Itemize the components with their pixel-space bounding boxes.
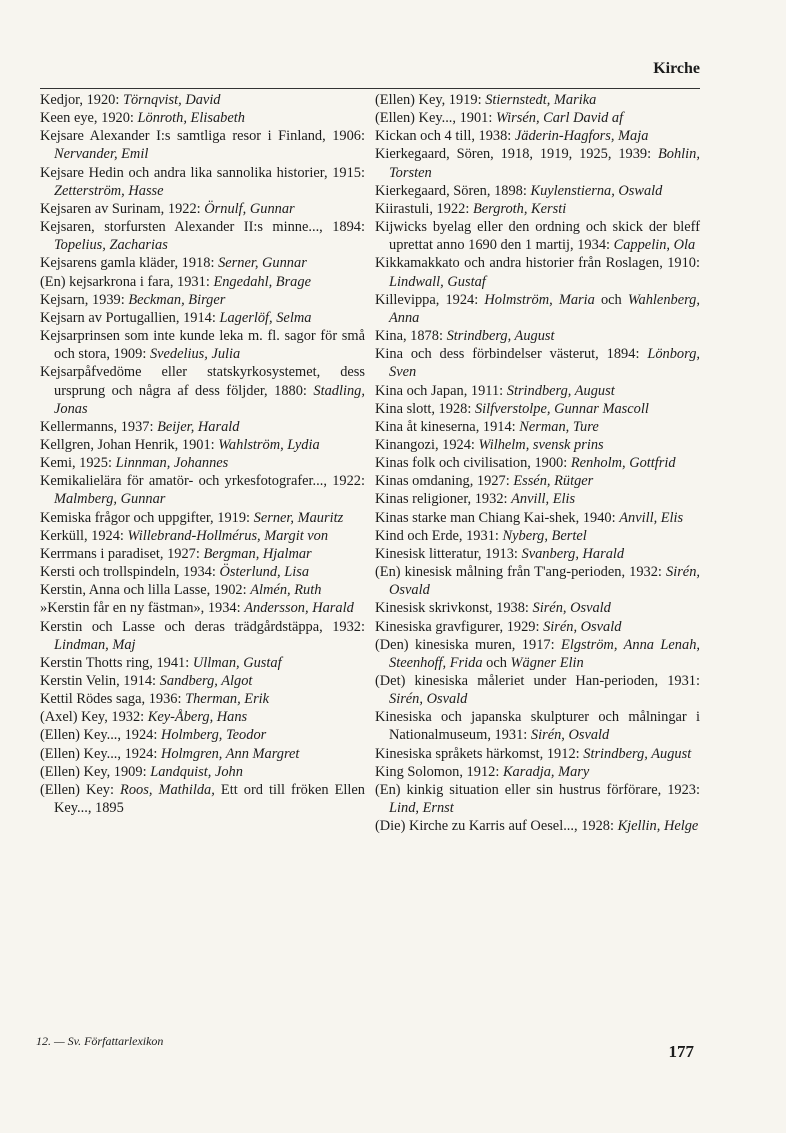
entry-title: (En) kejsarkrona i fara, 1931: xyxy=(40,273,210,290)
index-entry xyxy=(40,454,365,472)
left-column xyxy=(40,91,365,817)
entry-title: (Axel) Key, 1932: xyxy=(40,709,145,726)
entry-author: Wahlström, Lydia xyxy=(218,436,320,453)
page-number: 177 xyxy=(668,1042,694,1061)
index-entry xyxy=(40,200,365,218)
entry-author: Österlund, Lisa xyxy=(219,564,310,581)
index-entry xyxy=(40,273,365,291)
entry-author: Anvill, Elis xyxy=(511,491,576,508)
index-entry xyxy=(375,509,700,527)
entry-author: Svedelius, Julia xyxy=(149,346,241,363)
index-entry xyxy=(375,127,700,145)
index-entry xyxy=(40,218,365,254)
index-entry xyxy=(40,708,365,726)
entry-author: Strindberg, August xyxy=(583,745,692,762)
index-entry xyxy=(40,254,365,272)
entry-author: Bohlin, Torsten xyxy=(389,146,700,181)
entry-author: Cappelin, Ola xyxy=(613,237,696,254)
index-entry xyxy=(40,763,365,781)
entry-title: Kina och Japan, 1911: xyxy=(375,382,504,399)
entry-author: Roos, Mathilda, xyxy=(120,781,215,798)
entry-author: Sirén, Osvald xyxy=(543,618,622,635)
entry-author: Sirén, Osvald xyxy=(532,600,611,617)
index-entry xyxy=(40,418,365,436)
entry-title: Kerstin och Lasse och deras trädgårdstäppa, 1932: xyxy=(40,618,365,635)
entry-title: Kinas religioner, 1932: xyxy=(375,491,508,508)
entry-title: Kedjor, 1920: xyxy=(40,92,120,108)
index-entry xyxy=(375,145,700,181)
entry-title: Kejsarn, 1939: xyxy=(40,291,125,308)
entry-author: Stiernstedt, Marika xyxy=(485,92,597,108)
header-rule xyxy=(40,88,700,89)
index-entry xyxy=(375,636,700,672)
entry-title: (Ellen) Key, 1909: xyxy=(40,763,147,780)
entry-title: Kinas folk och civilisation, 1900: xyxy=(375,455,568,472)
entry-author: Almén, Ruth xyxy=(250,582,322,599)
entry-title: Kinangozi, 1924: xyxy=(375,436,475,453)
entry-author: Nerman, Ture xyxy=(519,418,599,435)
index-entry xyxy=(375,200,700,218)
entry-title: Kind och Erde, 1931: xyxy=(375,527,499,544)
entry-author-secondary: Wahlenberg, Anna xyxy=(389,291,700,326)
index-entry xyxy=(375,708,700,744)
index-entry xyxy=(375,291,700,327)
entry-author: Beckman, Birger xyxy=(128,291,226,308)
entry-title: Kersti och trollspindeln, 1934: xyxy=(40,564,216,581)
entry-author: Serner, Mauritz xyxy=(253,509,344,526)
entry-title: (Det) kinesiska måleriet under Han-perioden, 1931: xyxy=(375,673,700,689)
entry-author: Wirsén, Carl David af xyxy=(495,110,624,127)
entry-author: Karadja, Mary xyxy=(502,763,590,780)
index-entry xyxy=(375,345,700,381)
entry-author: Elgström, Anna Lenah, Steenhoff, Frida xyxy=(389,636,700,671)
entry-author: Holmberg, Teodor xyxy=(160,727,267,744)
index-entry xyxy=(40,654,365,672)
entry-title: (Ellen) Key: xyxy=(40,781,114,798)
running-header-keyword: Kirche xyxy=(653,60,700,77)
entry-title: Kinesiska språkets härkomst, 1912: xyxy=(375,745,580,762)
entry-title: Kellgren, Johan Henrik, 1901: xyxy=(40,436,215,453)
index-entry xyxy=(375,454,700,472)
entry-title: King Solomon, 1912: xyxy=(375,763,500,780)
entry-author: Lind, Ernst xyxy=(389,800,454,817)
entry-author: Ullman, Gustaf xyxy=(192,654,282,671)
entry-author: Wilhelm, svensk prins xyxy=(478,436,604,453)
entry-title: (En) kinesisk målning från T'ang-perioden, 1932: xyxy=(375,564,662,581)
entry-author: Nyberg, Bertel xyxy=(502,527,587,544)
index-entry xyxy=(40,781,365,817)
entry-author: Renholm, Gottfrid xyxy=(570,455,676,472)
entry-title: Kinesisk litteratur, 1913: xyxy=(375,545,518,562)
entry-author: Svanberg, Harald xyxy=(521,545,625,562)
entry-title: Kerstin, Anna och lilla Lasse, 1902: xyxy=(40,582,247,599)
index-entry xyxy=(375,563,700,599)
entry-author: Essén, Rütger xyxy=(513,473,594,490)
index-entry xyxy=(375,218,700,254)
entry-author: Willebrand-Hollmérus, Margit von xyxy=(127,527,329,544)
entry-author: Stadling, Jonas xyxy=(54,382,365,417)
entry-title: Kina åt kineserna, 1914: xyxy=(375,418,516,435)
index-entry xyxy=(375,817,700,835)
entry-author: Silfverstolpe, Gunnar Mascoll xyxy=(474,400,649,417)
index-entry xyxy=(40,545,365,563)
entry-author: Bergman, Hjalmar xyxy=(203,545,312,562)
index-entry xyxy=(40,436,365,454)
index-entry xyxy=(40,309,365,327)
right-column xyxy=(375,91,700,835)
index-entry xyxy=(40,672,365,690)
entry-title: Kejsarpåfvedöme eller statskyrkosystemet, dess ursprung och några af dess följder, 1880: xyxy=(40,364,365,399)
index-entry xyxy=(40,91,365,109)
entry-author: Lindwall, Gustaf xyxy=(389,273,486,290)
index-entry xyxy=(40,726,365,744)
entry-title: Kinesiska och japanska skulpturer och målningar i Nationalmuseum, 1931: xyxy=(375,709,700,744)
index-entry xyxy=(40,745,365,763)
entry-title: Kejsarens gamla kläder, 1918: xyxy=(40,255,215,272)
entry-author-secondary: Wägner Elin xyxy=(510,654,584,671)
entry-author: Strindberg, August xyxy=(446,328,555,345)
index-entry xyxy=(375,599,700,617)
entry-author: Kjellin, Helge xyxy=(617,818,699,835)
index-entry xyxy=(375,182,700,200)
entry-title: (Den) kinesiska muren, 1917: xyxy=(375,636,555,653)
entry-author: Bergroth, Kersti xyxy=(472,200,567,217)
index-entry xyxy=(375,781,700,817)
entry-conjunction: och xyxy=(600,291,622,308)
index-entry xyxy=(375,327,700,345)
index-entry xyxy=(40,109,365,127)
entry-author: Anvill, Elis xyxy=(619,509,684,526)
entry-author: Lagerlöf, Selma xyxy=(219,309,312,326)
index-entry xyxy=(375,618,700,636)
index-entry xyxy=(375,436,700,454)
entry-title: Kerrmans i paradiset, 1927: xyxy=(40,545,200,562)
entry-title: (Ellen) Key..., 1901: xyxy=(375,110,493,127)
index-entry xyxy=(375,400,700,418)
entry-title: (En) kinkig situation eller sin hustrus förförare, 1923: xyxy=(375,781,700,798)
entry-title: Kerstin Thotts ring, 1941: xyxy=(40,654,190,671)
index-entry xyxy=(375,109,700,127)
entry-author: Örnulf, Gunnar xyxy=(204,200,295,217)
index-entry xyxy=(40,581,365,599)
entry-author: Kuylenstierna, Oswald xyxy=(530,182,663,199)
entry-author: Holmström, Maria xyxy=(484,291,595,308)
entry-title: »Kerstin får en ny fästman», 1934: xyxy=(40,600,241,617)
entry-author: Jäderin-Hagfors, Maja xyxy=(514,128,649,145)
entry-author: Key-Åberg, Hans xyxy=(147,709,248,726)
entry-author: Törnqvist, David xyxy=(122,92,221,108)
index-entry xyxy=(40,472,365,508)
entry-title: Kemi, 1925: xyxy=(40,455,112,472)
index-entry xyxy=(40,291,365,309)
entry-title: Kellermanns, 1937: xyxy=(40,418,154,435)
entry-title: Kejsare Alexander I:s samtliga resor i Finland, 1906: xyxy=(40,128,365,145)
entry-title: Kina slott, 1928: xyxy=(375,400,472,417)
index-entry xyxy=(375,545,700,563)
index-entry xyxy=(375,254,700,290)
entry-title: Kierkegaard, Sören, 1898: xyxy=(375,182,527,199)
index-entry xyxy=(375,382,700,400)
entry-title: Kina och dess förbindelser västerut, 1894: xyxy=(375,346,640,363)
entry-author: Topelius, Zacharias xyxy=(54,237,168,254)
entry-author: Therman, Erik xyxy=(185,691,270,708)
entry-title: Kettil Rödes saga, 1936: xyxy=(40,691,182,708)
entry-author: Sirén, Osvald xyxy=(389,691,468,708)
entry-author: Holmgren, Ann Margret xyxy=(160,745,300,762)
index-entry xyxy=(375,91,700,109)
entry-author: Lönborg, Sven xyxy=(389,346,700,381)
entry-title: Kiirastuli, 1922: xyxy=(375,200,470,217)
entry-title: Kierkegaard, Sören, 1918, 1919, 1925, 1939: xyxy=(375,146,652,163)
entry-title: Kinas starke man Chiang Kai-shek, 1940: xyxy=(375,509,616,526)
entry-author: Linnman, Johannes xyxy=(115,455,229,472)
entry-author: Beijer, Harald xyxy=(157,418,240,435)
index-entry xyxy=(375,418,700,436)
entry-title: Kejsare Hedin och andra lika sannolika historier, 1915: xyxy=(40,164,365,181)
entry-title: Keen eye, 1920: xyxy=(40,110,134,127)
index-entry xyxy=(40,599,365,617)
index-entry xyxy=(40,363,365,417)
entry-conjunction: och xyxy=(486,654,507,671)
entry-title: Kejsarn av Portugallien, 1914: xyxy=(40,309,216,326)
index-entry xyxy=(375,672,700,708)
entry-title: Kijwicks byelag eller den ordning och skick der bleff uprettat anno 1690 den 1 martij, 1934: xyxy=(375,219,700,254)
entry-author: Landquist, John xyxy=(150,763,243,780)
index-entry xyxy=(375,745,700,763)
entry-title: (Die) Kirche zu Karris auf Oesel..., 1928: xyxy=(375,818,614,835)
footer-source: 12. — Sv. Författarlexikon xyxy=(36,1034,164,1048)
index-entry xyxy=(40,127,365,163)
entry-author: Andersson, Harald xyxy=(244,600,354,617)
entry-title: Kejsarprinsen som inte kunde leka m. fl. sagor för små och stora, 1909: xyxy=(40,328,365,363)
entry-title: Kerstin Velin, 1914: xyxy=(40,673,157,689)
index-entry xyxy=(375,527,700,545)
entry-title: Kejsaren, storfursten Alexander II:s minne..., 1894: xyxy=(40,219,365,236)
index-entry xyxy=(40,527,365,545)
index-entry xyxy=(40,690,365,708)
entry-title: (Ellen) Key..., 1924: xyxy=(40,745,158,762)
index-entry xyxy=(375,763,700,781)
index-entry xyxy=(375,472,700,490)
entry-title: Kickan och 4 till, 1938: xyxy=(375,128,512,145)
entry-title: Kejsaren av Surinam, 1922: xyxy=(40,200,201,217)
index-entry xyxy=(40,164,365,200)
entry-author: Sirén, Osvald xyxy=(530,727,610,744)
entry-author: Engedahl, Brage xyxy=(213,273,311,290)
entry-title: (Ellen) Key, 1919: xyxy=(375,92,482,108)
entry-author: Strindberg, August xyxy=(506,382,615,399)
entry-title: Kinesisk skrivkonst, 1938: xyxy=(375,600,529,617)
index-entry xyxy=(40,327,365,363)
entry-author: Lönroth, Elisabeth xyxy=(137,110,245,127)
entry-title: Kina, 1878: xyxy=(375,328,443,345)
entry-author: Lindman, Maj xyxy=(54,636,136,653)
entry-title: Kinesiska gravfigurer, 1929: xyxy=(375,618,540,635)
entry-title: Kikkamakkato och andra historier från Roslagen, 1910: xyxy=(375,255,700,272)
entry-title: Killevippa, 1924: xyxy=(375,291,479,308)
entry-author: Sirén, Osvald xyxy=(389,564,700,599)
entry-author: Zetterström, Hasse xyxy=(54,182,164,199)
entry-title: Kerküll, 1924: xyxy=(40,527,124,544)
entry-author: Nervander, Emil xyxy=(54,146,149,163)
index-entry xyxy=(40,563,365,581)
entry-title: Kinas omdaning, 1927: xyxy=(375,473,510,490)
entry-title: Kemiska frågor och uppgifter, 1919: xyxy=(40,509,251,526)
entry-additional-title: Ett ord till fröken Ellen Key..., 1895 xyxy=(54,781,365,817)
entry-author: Serner, Gunnar xyxy=(218,255,307,272)
entry-author: Sandberg, Algot xyxy=(159,673,253,689)
entry-title: (Ellen) Key..., 1924: xyxy=(40,727,158,744)
entry-title: Kemikalielära för amatör- och yrkesfotografer..., 1922: xyxy=(40,473,365,490)
entry-author: Malmberg, Gunnar xyxy=(54,491,166,508)
index-entry xyxy=(40,618,365,654)
index-entry xyxy=(40,509,365,527)
index-entry xyxy=(375,490,700,508)
